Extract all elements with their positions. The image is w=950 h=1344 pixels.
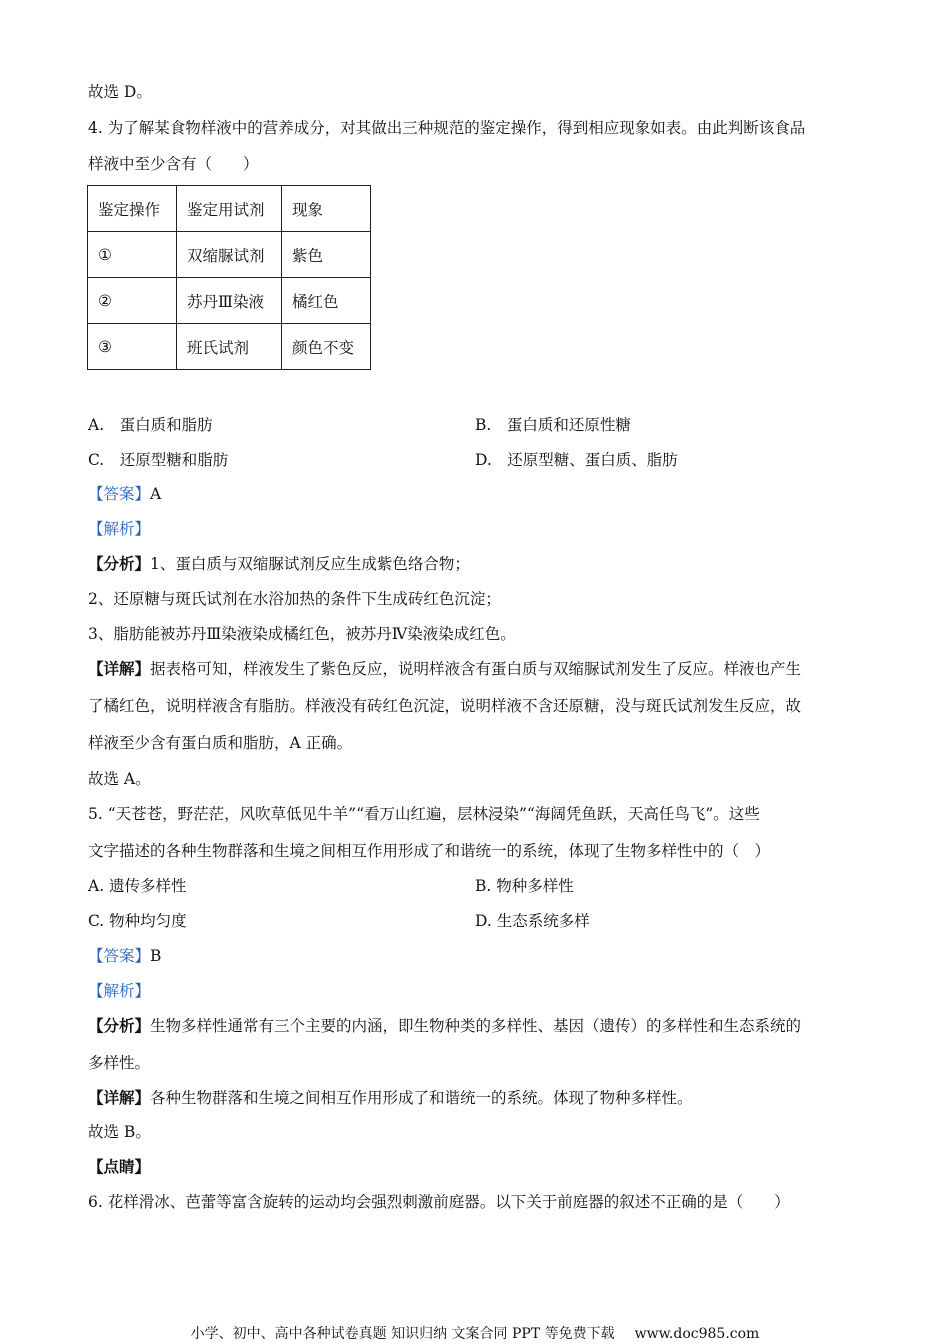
q5-stem-line-2: 文字描述的各种生物群落和生境之间相互作用形成了和谐统一的系统，体现了生物多样性中的（ ） xyxy=(88,842,771,860)
q4-xiangjie-line-3: 样液至少含有蛋白质和脂肪，A 正确。 xyxy=(88,734,353,752)
q5-option-c: C. 物种均匀度 xyxy=(88,912,187,930)
q5-xiangjie-line-1 xyxy=(88,1088,693,1108)
table-cell: ① xyxy=(88,232,177,278)
q4-option-b: B. 蛋白质和还原性糖 xyxy=(475,416,631,434)
q4-option-d: D. 还原型糖、蛋白质、脂肪 xyxy=(475,451,678,469)
q4-table xyxy=(87,185,371,370)
table-row xyxy=(88,324,371,370)
xiangjie-tag: 【详解】 xyxy=(88,659,151,678)
q5-option-b: B. 物种多样性 xyxy=(475,877,574,895)
q5-conclusion: 故选 B。 xyxy=(88,1123,151,1141)
fenxi-tag: 【分析】 xyxy=(88,554,151,573)
table-row xyxy=(88,232,371,278)
q5-fenxi-line-2: 多样性。 xyxy=(88,1054,151,1072)
table-cell: 颜色不变 xyxy=(282,324,371,370)
table-cell: 苏丹Ⅲ染液 xyxy=(177,278,282,324)
q5-option-a: A. 遗传多样性 xyxy=(88,877,187,895)
table-cell: 班氏试剂 xyxy=(177,324,282,370)
table-header-cell: 鉴定用试剂 xyxy=(177,186,282,232)
answer-tag: 【答案】 xyxy=(88,947,151,965)
q5-option-d: D. 生态系统多样 xyxy=(475,912,590,930)
xiangjie-tag: 【详解】 xyxy=(88,1088,151,1107)
table-cell: 紫色 xyxy=(282,232,371,278)
footer-url[interactable]: www.doc985.com xyxy=(634,1326,760,1342)
q4-conclusion: 故选 A。 xyxy=(88,770,151,788)
q4-jiexi-tag: 【解析】 xyxy=(88,520,151,538)
q4-xiangjie-line-1 xyxy=(88,659,801,679)
fenxi-text: 生物多样性通常有三个主要的内涵，即生物种类的多样性、基因（遗传）的多样性和生态系统的 xyxy=(150,1017,802,1035)
fenxi-text: 1、蛋白质与双缩脲试剂反应生成紫色络合物； xyxy=(150,555,470,573)
table-cell: 橘红色 xyxy=(282,278,371,324)
q5-answer xyxy=(88,946,161,966)
q4-fenxi-line-3: 3、脂肪能被苏丹Ⅲ染液染成橘红色，被苏丹Ⅳ染液染成红色。 xyxy=(88,625,516,643)
xiangjie-text: 各种生物群落和生境之间相互作用形成了和谐统一的系统。体现了物种多样性。 xyxy=(150,1089,693,1107)
answer-tag: 【答案】 xyxy=(88,485,151,503)
q4-stem-line-1: 4. 为了解某食物样液中的营养成分，对其做出三种规范的鉴定操作，得到相应现象如表。由此判断该食品 xyxy=(88,119,806,137)
q5-dianjing-tag: 【点睛】 xyxy=(88,1157,151,1176)
q6-stem-line-1: 6. 花样滑冰、芭蕾等富含旋转的运动均会强烈刺激前庭器。以下关于前庭器的叙述不正确的是（ ） xyxy=(88,1193,790,1211)
page-footer xyxy=(0,1323,950,1343)
q4-option-c: C. 还原型糖和脂肪 xyxy=(88,451,229,469)
answer-value: B xyxy=(150,947,162,965)
table-cell: ③ xyxy=(88,324,177,370)
q5-fenxi-line-1 xyxy=(88,1016,801,1036)
table-row xyxy=(88,278,371,324)
table-header-cell: 现象 xyxy=(282,186,371,232)
table-header-cell: 鉴定操作 xyxy=(88,186,177,232)
fenxi-tag: 【分析】 xyxy=(88,1016,151,1035)
q5-stem-line-1: 5. “天苍苍，野茫茫，风吹草低见牛羊”“看万山红遍，层林浸染”“海阔凭鱼跃，天高任鸟飞”。这些 xyxy=(88,805,760,823)
q4-fenxi-line-1 xyxy=(88,554,470,574)
q4-answer xyxy=(88,484,161,504)
table-header-row xyxy=(88,186,371,232)
footer-text: 小学、初中、高中各种试卷真题 知识归纳 文案合同 PPT 等免费下载 xyxy=(190,1326,615,1342)
q4-xiangjie-line-2: 了橘红色，说明样液含有脂肪。样液没有砖红色沉淀，说明样液不含还原糖，没与斑氏试剂发生反应，故 xyxy=(88,697,802,715)
answer-value: A xyxy=(150,485,162,503)
q4-fenxi-line-2: 2、还原糖与斑氏试剂在水浴加热的条件下生成砖红色沉淀； xyxy=(88,590,501,608)
q4-option-a: A. 蛋白质和脂肪 xyxy=(88,416,213,434)
table-cell: 双缩脲试剂 xyxy=(177,232,282,278)
q5-jiexi-tag: 【解析】 xyxy=(88,982,151,1000)
table-cell: ② xyxy=(88,278,177,324)
q3-conclusion: 故选 D。 xyxy=(88,83,152,101)
xiangjie-text: 据表格可知，样液发生了紫色反应，说明样液含有蛋白质与双缩脲试剂发生了反应。样液也产生 xyxy=(150,660,802,678)
q4-stem-line-2: 样液中至少含有（ ） xyxy=(88,155,259,173)
